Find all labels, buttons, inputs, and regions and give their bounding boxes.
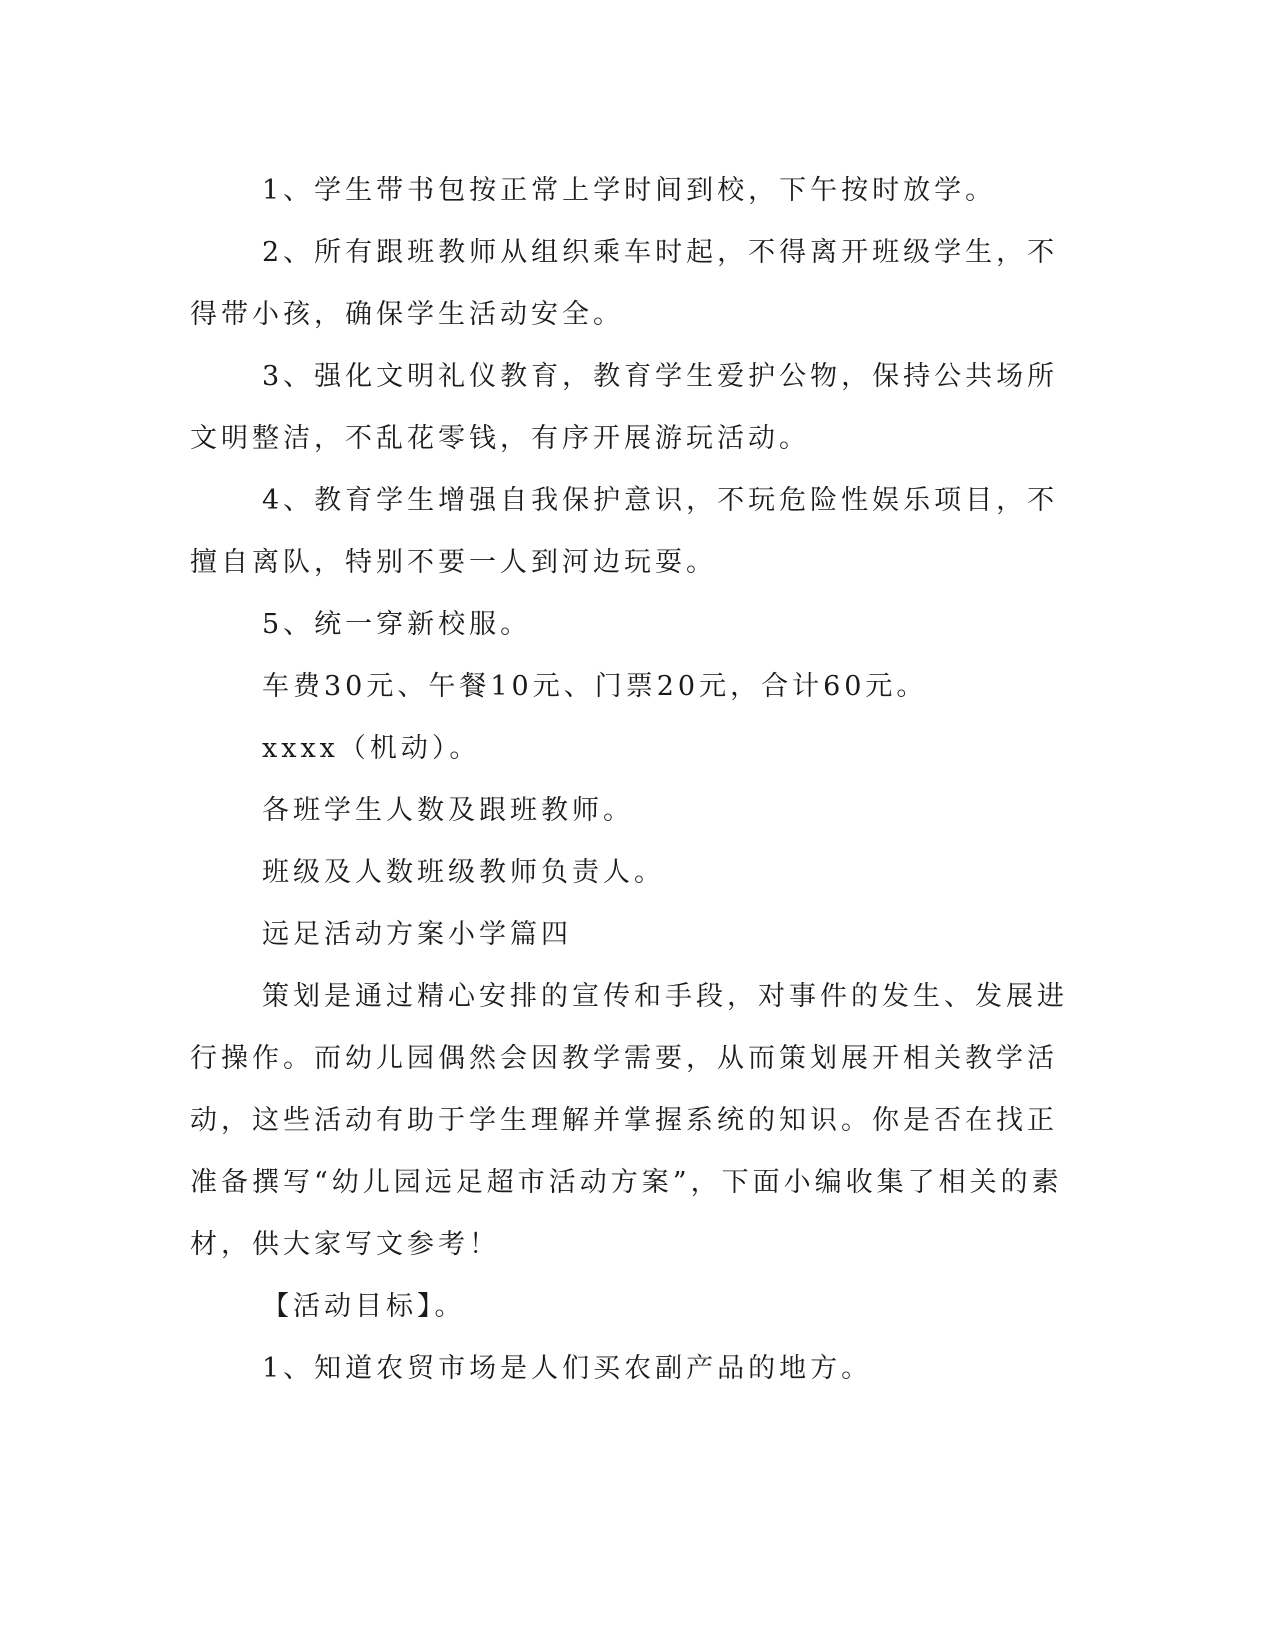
document-body — [190, 160, 1080, 1400]
paragraph-rule-3: 3、强化文明礼仪教育，教育学生爱护公物，保持公共场所文明整洁，不乱花零钱，有序开展游玩活动。 — [190, 361, 1059, 454]
paragraph-goal-1: 1、知道农贸市场是人们买农副产品的地方。 — [262, 1353, 873, 1384]
paragraph-rule-1: 1、学生带书包按正常上学时间到校，下午按时放学。 — [262, 175, 997, 206]
paragraph-goals-heading: 【活动目标】。 — [262, 1291, 466, 1322]
section-heading: 远足活动方案小学篇四 — [262, 919, 572, 950]
paragraph-class-teachers: 班级及人数班级教师负责人。 — [262, 857, 665, 888]
paragraph-class-students: 各班学生人数及跟班教师。 — [262, 795, 634, 826]
paragraph-flexible: xxxx（机动）。 — [262, 733, 481, 764]
paragraph-fees: 车费30元、午餐10元、门票20元，合计60元。 — [262, 671, 928, 702]
paragraph-rule-2: 2、所有跟班教师从组织乘车时起，不得离开班级学生，不得带小孩，确保学生活动安全。 — [190, 237, 1059, 330]
paragraph-intro: 策划是通过精心安排的宣传和手段，对事件的发生、发展进行操作。而幼儿园偶然会因教学需要，从而策划展开相关教学活动，这些活动有助于学生理解并掌握系统的知识。你是否在找正准备撰写“幼儿园远足超市活动方案”，下面小编收集了相关的素材，供大家写文参考！ — [190, 981, 1068, 1260]
paragraph-rule-5: 5、统一穿新校服。 — [262, 609, 532, 640]
paragraph-rule-4: 4、教育学生增强自我保护意识，不玩危险性娱乐项目，不擅自离队，特别不要一人到河边玩耍。 — [190, 485, 1059, 578]
